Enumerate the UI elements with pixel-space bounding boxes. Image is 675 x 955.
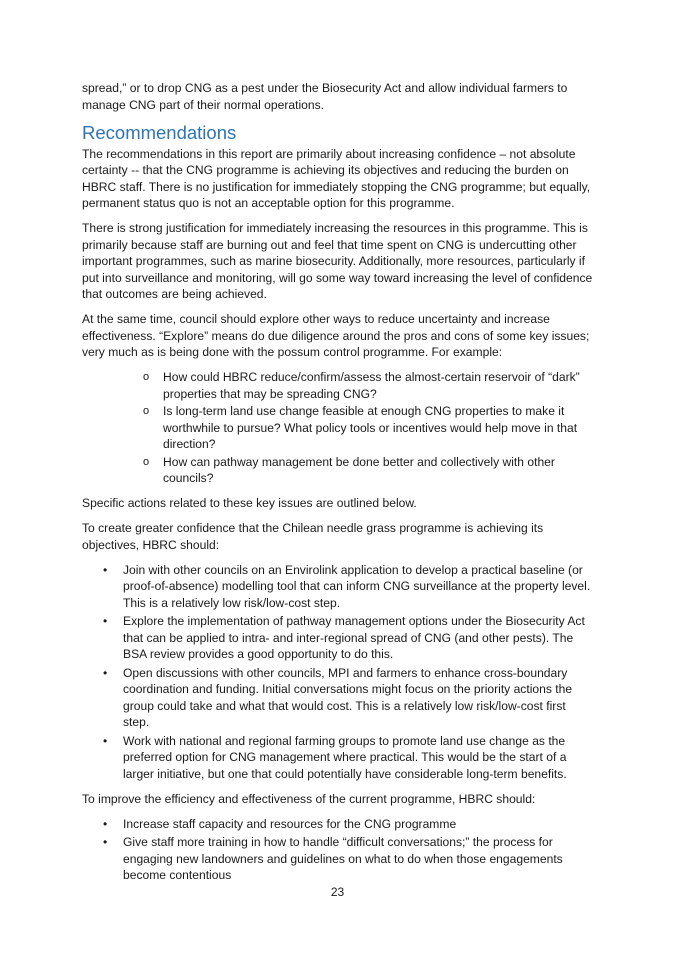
section-heading: Recommendations — [82, 121, 237, 143]
bullet-icon: • — [103, 614, 108, 628]
efficiency-actions-list — [82, 816, 594, 884]
specific-actions-text: Specific actions related to these key issues are outlined below. — [82, 496, 417, 510]
list-item — [103, 562, 594, 612]
list-item — [143, 403, 594, 453]
list-item-text: Open discussions with other councils, MPI and farmers to enhance cross-boundary coordination and funding. Initial conversations might focus on the priority actions the group could take and what that would cost. This is a relatively low risk/low-cost first step. — [123, 665, 573, 729]
bullet-icon: • — [103, 733, 108, 748]
list-item-text: Explore the implementation of pathway management options under the Biosecurity Act that can be applied to intra- and inter-regional spread of CNG (and other pests). The BSA review provides a good opportunity to do this. — [123, 614, 585, 661]
confidence-actions-list — [82, 562, 594, 783]
bullet-icon: • — [103, 816, 108, 831]
bullet-icon: • — [103, 665, 108, 680]
list-item-text: How can pathway management be done better and collectively with other councils? — [163, 454, 555, 485]
body-paragraph: At the same time, council should explore other ways to reduce uncertainty and increase effectiveness. “Explore” means do due diligence around the pros and cons of some key issues; very much as is being done with the possum control programme. For example: — [82, 312, 590, 359]
page-number: 23 — [330, 885, 345, 899]
list-item — [103, 613, 594, 663]
list-item-text: Is long-term land use change feasible at enough CNG properties to make it worthwhile to pursue? What policy tools or incentives would help move in that direction? — [163, 404, 578, 451]
circle-bullet-icon: o — [143, 371, 150, 383]
list-item — [143, 454, 594, 487]
list-item-text: Join with other councils on an Envirolink application to develop a practical baseline (or proof-of-absence) modelling tool that can inform CNG surveillance at the property level. This is a relatively low risk/low-cost step. — [123, 562, 591, 610]
list-item-text: How could HBRC reduce/confirm/assess the almost-certain reservoir of “dark” properties that may be spreading CNG? — [163, 370, 580, 401]
questions-list — [82, 369, 594, 487]
list-item-text: Work with national and regional farming groups to promote land use change as the preferred option for CNG management where practical. This would be the start of a larger initiative, but one that could potentially have considerable long-term benefits. — [123, 733, 567, 781]
efficiency-intro: To improve the efficiency and effectiveness of the current programme, HBRC should: — [82, 791, 536, 806]
circle-bullet-icon: o — [143, 405, 150, 417]
bullet-icon: • — [103, 562, 108, 577]
confidence-intro: To create greater confidence that the Chilean needle grass programme is achieving its objectives, HBRC should: — [82, 521, 544, 552]
list-item — [103, 665, 594, 731]
circle-bullet-icon: o — [143, 455, 150, 468]
list-item — [103, 733, 594, 783]
body-paragraph: There is strong justification for immediately increasing the resources in this programme. This is primarily because staff are burning out and feel that time spent on CNG is undercutting other important programmes, such as marine biosecurity. Additionally, more resources, particularly if put into surveillance and monitoring, will go some way toward increasing the level of confidence that outcomes are being achieved. — [82, 221, 593, 301]
list-item — [103, 816, 594, 833]
body-paragraph: The recommendations in this report are primarily about increasing confidence – not absolute certainty -- that the CNG programme is achieving its objectives and reducing the burden on HBRC staff. There is no justification for immediately stopping the CNG programme; but equally, permanent status quo is not an acceptable option for this programme. — [82, 146, 591, 210]
bullet-icon: • — [103, 835, 108, 849]
intro-paragraph: spread,” or to drop CNG as a pest under the Biosecurity Act and allow individual farmers to manage CNG part of their normal operations. — [82, 81, 568, 112]
page-content — [82, 80, 594, 892]
list-item — [143, 369, 594, 402]
list-item-text: Give staff more training in how to handle “difficult conversations;” the process for engaging new landowners and guidelines on what to do when those engagements become contentious — [123, 835, 563, 882]
list-item-text: Increase staff capacity and resources for the CNG programme — [123, 816, 457, 831]
list-item — [103, 834, 594, 884]
